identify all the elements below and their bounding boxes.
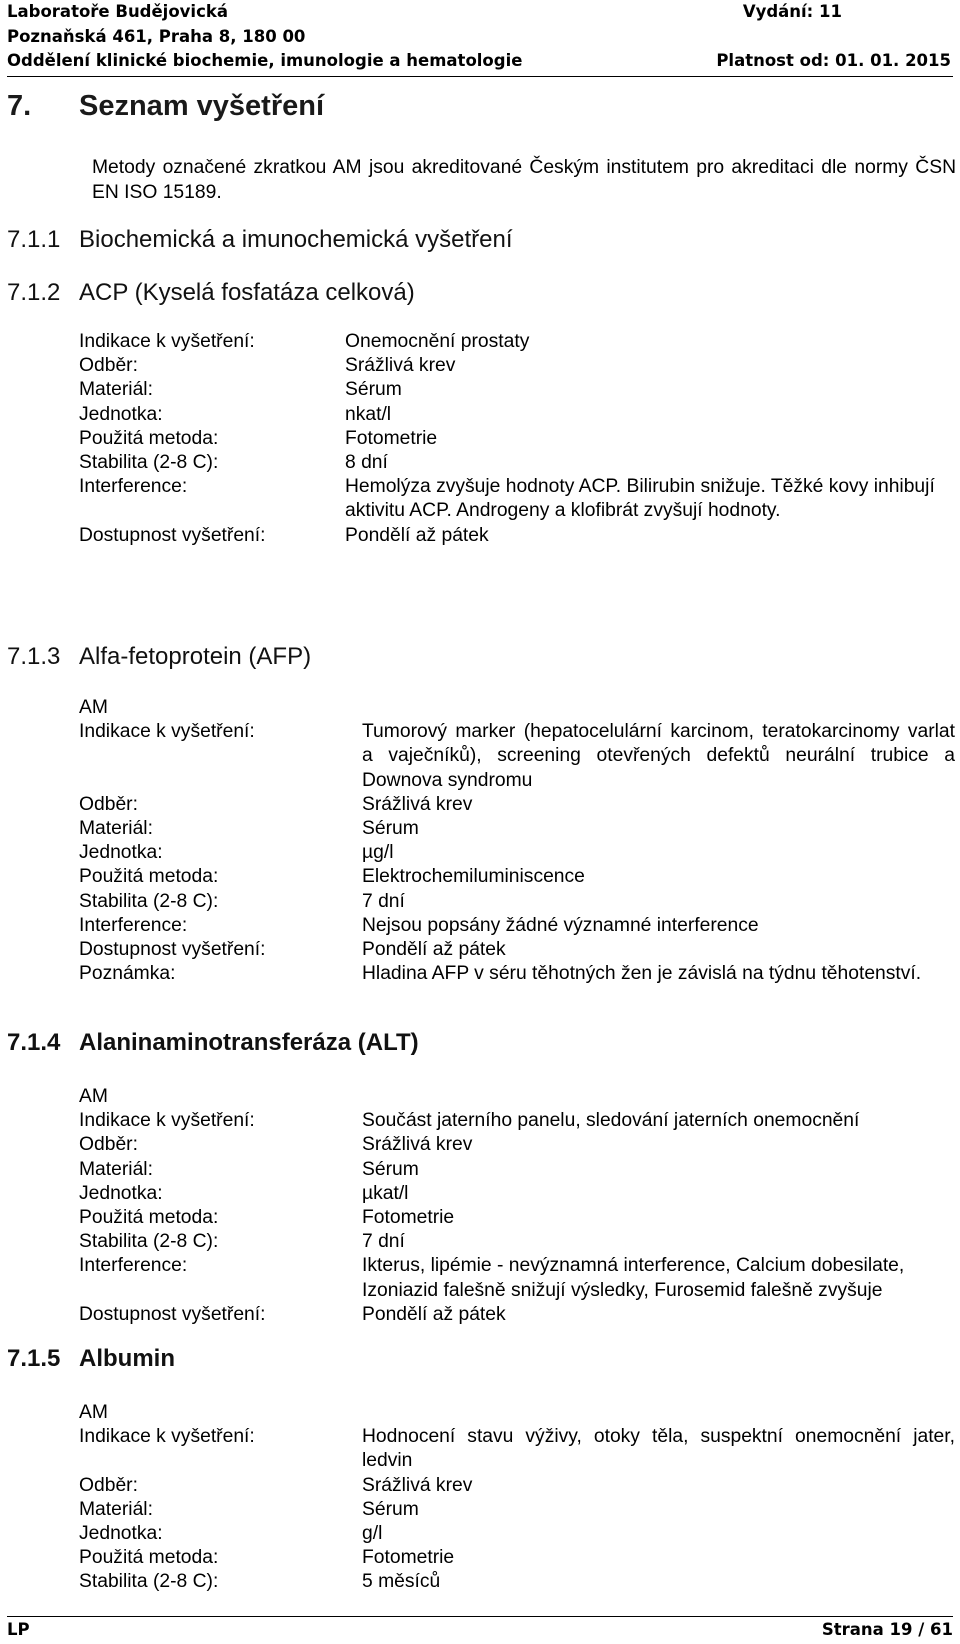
department: Oddělení klinické biochemie, imunologie a hematologie xyxy=(7,51,523,70)
value: 5 měsíců xyxy=(362,1571,441,1593)
row-stabilita xyxy=(79,451,955,475)
label: Jednotka: xyxy=(79,1523,163,1545)
section-number: 7.1.4 xyxy=(7,1029,61,1056)
label: Odběr: xyxy=(79,1134,138,1156)
lab-name: Laboratoře Budějovická xyxy=(7,2,228,21)
accreditation-mark: AM xyxy=(79,1402,108,1423)
label: Použitá metoda: xyxy=(79,1547,219,1569)
section-heading-713 xyxy=(7,643,311,671)
value: Pondělí až pátek xyxy=(362,939,506,961)
label: Poznámka: xyxy=(79,963,176,985)
row-odber xyxy=(79,1474,955,1498)
row-interference xyxy=(79,1254,955,1302)
section-title: ACP (Kyselá fosfatáza celková) xyxy=(79,279,415,306)
value: Onemocnění prostaty xyxy=(345,331,530,352)
section-title: Alaninaminotransferáza (ALT) xyxy=(79,1029,419,1056)
row-dostupnost xyxy=(79,938,955,962)
label: Stabilita (2-8 C): xyxy=(79,1231,219,1253)
intro-paragraph: Metody označené zkratkou AM jsou akreditované Českým institutem pro akreditaci dle normy ČSN EN ISO 15189. xyxy=(92,157,956,203)
label: Odběr: xyxy=(79,1474,138,1496)
label: Použitá metoda: xyxy=(79,1207,219,1229)
value: Pondělí až pátek xyxy=(345,524,489,546)
label: Jednotka: xyxy=(79,403,163,425)
value: Ikterus, lipémie - nevýznamná interference, Calcium dobesilate, Izoniazid falešně snižují výsledky, Furosemid falešně zvyšuje xyxy=(362,1255,905,1301)
page-footer xyxy=(7,1620,953,1639)
row-dostupnost xyxy=(79,524,955,548)
value: Sérum xyxy=(362,818,419,840)
row-material xyxy=(79,1498,955,1522)
row-metoda xyxy=(79,1546,955,1570)
label: Interference: xyxy=(79,476,188,498)
section-number: 7.1.2 xyxy=(7,279,61,306)
row-indikace xyxy=(79,720,955,793)
label: Indikace k vyšetření: xyxy=(79,721,255,743)
accreditation-mark: AM xyxy=(79,697,108,718)
section-number: 7.1.3 xyxy=(7,643,61,670)
section-title: Albumin xyxy=(79,1345,175,1372)
label: Interference: xyxy=(79,1255,188,1277)
section-title: Alfa-fetoprotein (AFP) xyxy=(79,643,312,670)
page-number: Strana 19 / 61 xyxy=(821,1620,953,1639)
row-odber xyxy=(79,1133,955,1157)
label: Dostupnost vyšetření: xyxy=(79,939,266,961)
value: Fotometrie xyxy=(362,1207,455,1229)
value: µkat/l xyxy=(362,1182,409,1204)
value: Sérum xyxy=(345,379,402,401)
section-number: 7.1.1 xyxy=(7,226,61,253)
label: Použitá metoda: xyxy=(79,427,219,449)
row-poznamka xyxy=(79,962,955,986)
row-interference xyxy=(79,914,955,938)
row-jednotka xyxy=(79,403,955,427)
label: Stabilita (2-8 C): xyxy=(79,452,219,474)
chapter-title xyxy=(7,90,324,123)
label: Odběr: xyxy=(79,793,138,815)
row-material xyxy=(79,1158,955,1182)
label: Indikace k vyšetření: xyxy=(79,331,255,352)
value: Sérum xyxy=(362,1158,419,1180)
accreditation-mark: AM xyxy=(79,1086,108,1107)
value: Srážlivá krev xyxy=(362,1134,473,1156)
label: Interference: xyxy=(79,914,188,936)
row-stabilita xyxy=(79,1230,955,1254)
row-metoda xyxy=(79,427,955,451)
section-heading-714 xyxy=(7,1029,419,1057)
value: Elektrochemiluminiscence xyxy=(362,866,585,888)
value: Hodnocení stavu výživy, otoky těla, suspektní onemocnění jater, ledvin xyxy=(362,1426,955,1472)
value: Srážlivá krev xyxy=(362,793,473,815)
row-stabilita xyxy=(79,890,955,914)
section-title: Biochemická a imunochemická vyšetření xyxy=(79,226,513,253)
value: Fotometrie xyxy=(345,427,438,449)
row-material xyxy=(79,817,955,841)
label: Materiál: xyxy=(79,1158,153,1180)
test-table-albumin xyxy=(79,1401,955,1595)
label: Dostupnost vyšetření: xyxy=(79,524,266,546)
value: Fotometrie xyxy=(362,1547,455,1569)
value: Nejsou popsány žádné významné interference xyxy=(362,914,759,936)
section-heading-712 xyxy=(7,279,415,307)
value: µg/l xyxy=(362,842,394,864)
section-number: 7.1.5 xyxy=(7,1345,61,1372)
row-indikace xyxy=(79,330,955,354)
value: Hemolýza zvyšuje hodnoty ACP. Bilirubin snižuje. Těžké kovy inhibují aktivitu ACP. Androgeny a klofibrát zvyšují hodnoty. xyxy=(345,476,935,522)
label: Dostupnost vyšetření: xyxy=(79,1303,266,1325)
row-jednotka xyxy=(79,841,955,865)
label: Stabilita (2-8 C): xyxy=(79,1571,219,1593)
row-odber xyxy=(79,354,955,378)
page-header xyxy=(7,0,953,74)
value: 7 dní xyxy=(362,1231,405,1253)
label: Materiál: xyxy=(79,1498,153,1520)
label: Materiál: xyxy=(79,818,153,840)
value: g/l xyxy=(362,1523,383,1545)
label: Jednotka: xyxy=(79,842,163,864)
test-table-alt xyxy=(79,1085,955,1327)
row-metoda xyxy=(79,865,955,889)
value: Hladina AFP v séru těhotných žen je závislá na týdnu těhotenství. xyxy=(362,963,922,985)
row-stabilita xyxy=(79,1570,955,1594)
value: Sérum xyxy=(362,1498,419,1520)
value: Srážlivá krev xyxy=(362,1474,473,1496)
section-heading-715 xyxy=(7,1345,175,1373)
row-metoda xyxy=(79,1206,955,1230)
value: Srážlivá krev xyxy=(345,355,456,377)
row-odber xyxy=(79,793,955,817)
row-jednotka xyxy=(79,1522,955,1546)
footer-left: LP xyxy=(7,1620,30,1639)
chapter-number: 7. xyxy=(7,90,32,122)
label: Použitá metoda: xyxy=(79,866,219,888)
value: Tumorový marker (hepatocelulární karcinom, teratokarcinomy varlat a vaječníků), screening otevřených defektů neurální trubice a Downova syndromu xyxy=(362,721,955,791)
value: Součást jaterního panelu, sledování jaterních onemocnění xyxy=(362,1110,860,1132)
row-indikace xyxy=(79,1425,955,1473)
row-dostupnost xyxy=(79,1303,955,1327)
label: Jednotka: xyxy=(79,1182,163,1204)
header-divider xyxy=(7,76,953,77)
value: 7 dní xyxy=(362,890,405,912)
lab-address: Poznaňská 461, Praha 8, 180 00 xyxy=(7,26,306,46)
row-material xyxy=(79,378,955,402)
label: Materiál: xyxy=(79,379,153,401)
label: Odběr: xyxy=(79,355,138,377)
chapter-title-text: Seznam vyšetření xyxy=(79,90,325,122)
validity-date: Platnost od: 01. 01. 2015 xyxy=(716,51,951,70)
value: nkat/l xyxy=(345,403,392,425)
row-indikace xyxy=(79,1109,955,1133)
section-heading-711 xyxy=(7,226,513,254)
label: Indikace k vyšetření: xyxy=(79,1110,255,1132)
row-jednotka xyxy=(79,1182,955,1206)
label: Indikace k vyšetření: xyxy=(79,1426,255,1448)
test-table-acp xyxy=(79,330,955,548)
row-interference xyxy=(79,475,955,523)
footer-divider xyxy=(7,1616,953,1617)
edition: Vydání: 11 xyxy=(742,2,842,21)
test-table-afp xyxy=(79,696,955,986)
value: Pondělí až pátek xyxy=(362,1303,506,1325)
value: 8 dní xyxy=(345,452,388,474)
label: Stabilita (2-8 C): xyxy=(79,890,219,912)
